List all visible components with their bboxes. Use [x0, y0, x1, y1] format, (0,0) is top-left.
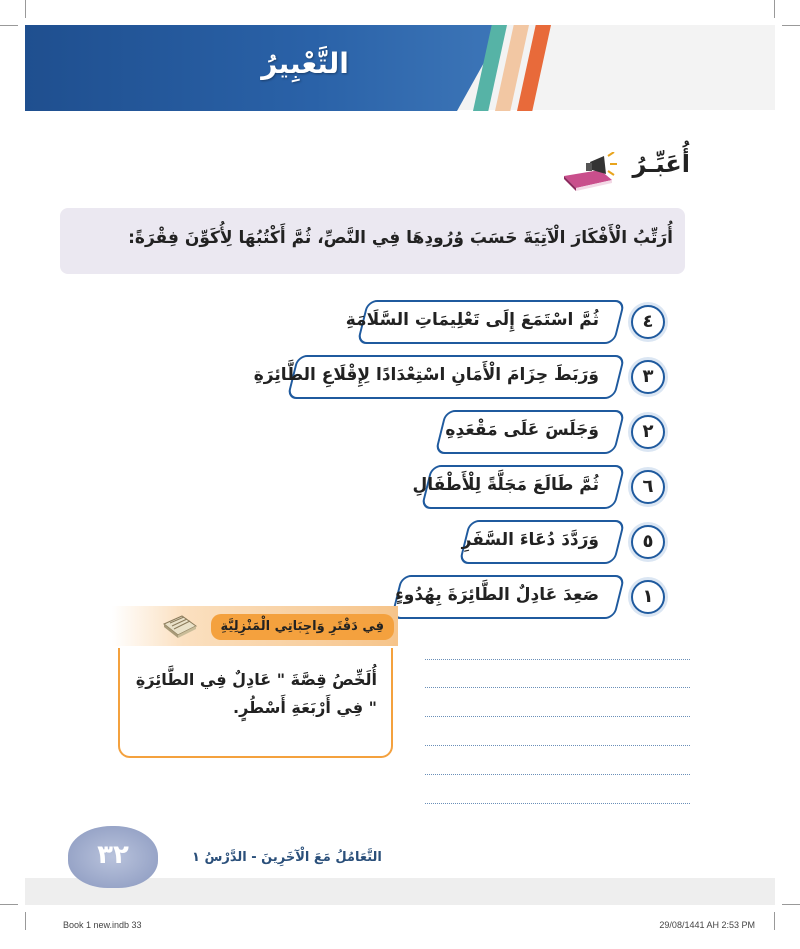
sentence-text: صَعِدَ عَادِلٌ الطَّائِرَةَ بِهُدُوءٍ: [395, 585, 599, 605]
crop-mark: [782, 904, 800, 905]
sentence-text: وَرَبَطَ حِزَامَ الْأَمَانِ اسْتِعْدَادًا لِإِقْلَاعِ الطَّائِرَةِ: [253, 365, 599, 385]
writing-line[interactable]: [425, 803, 690, 804]
sentence-row: [345, 300, 665, 344]
print-slug-file: Book 1 new.indb 33: [63, 920, 142, 930]
sentence-row: [430, 410, 665, 454]
crop-mark: [25, 0, 26, 18]
sentence-number: ٢: [631, 415, 665, 449]
homework-label: فِي دَفْتَرِ وَاجِبَاتِي الْمَنْزِلِيَّةِ: [211, 614, 394, 640]
crop-mark: [782, 25, 800, 26]
sentence-text: ثُمَّ اسْتَمَعَ إِلَى تَعْلِيمَاتِ السَّلَامَةِ: [345, 310, 599, 330]
sentence-number: ١: [631, 580, 665, 614]
crop-mark: [774, 0, 775, 18]
page-number: ٣٢: [68, 826, 158, 888]
instruction-text: أُرَتِّبُ الْأَفْكَارَ الْآتِيَةَ حَسَبَ وُرُودِهَا فِي النَّصِّ، ثُمَّ أَكْتُبُهَا لِأُكَوِّنَ فِقْرَةً:: [128, 228, 673, 248]
header-banner: [25, 25, 775, 111]
instruction-box: [60, 208, 685, 274]
page-title: التَّعْبِيرُ: [261, 47, 349, 80]
sentence-text: وَرَدَّدَ دُعَاءَ السَّفَرِ: [461, 530, 599, 550]
writing-line[interactable]: [425, 716, 690, 717]
homework-text: أُلَخِّصُ قِصَّةَ " عَادِلٌ فِي الطَّائِرَةِ " فِي أَرْبَعَةِ أَسْطُرٍ.: [135, 670, 377, 717]
writing-line[interactable]: [425, 659, 690, 660]
sentence-text: ثُمَّ طَالَعَ مَجَلَّةً لِلْأَطْفَالِ: [412, 475, 599, 495]
sentence-row: [386, 575, 665, 619]
sentence-row: [253, 355, 665, 399]
sentence-number: ٥: [631, 525, 665, 559]
book-megaphone-icon: [560, 152, 620, 192]
sentence-row: [454, 520, 665, 564]
sentence-number: ٣: [631, 360, 665, 394]
sentence-number: ٦: [631, 470, 665, 504]
writing-line[interactable]: [425, 745, 690, 746]
homework-box: [118, 648, 393, 758]
notebook-icon: [160, 610, 200, 640]
writing-line[interactable]: [425, 687, 690, 688]
sentence-number: ٤: [631, 305, 665, 339]
writing-line[interactable]: [425, 774, 690, 775]
sentence-row: [412, 465, 665, 509]
crop-mark: [774, 912, 775, 930]
section-heading: أُعَبِّـرُ: [632, 150, 690, 178]
crop-mark: [0, 904, 18, 905]
homework-tab: [112, 606, 398, 646]
lesson-title: التَّعَامُلُ مَعَ الْآخَرِينَ - الدَّرْسُ ١: [192, 850, 382, 865]
crop-mark: [0, 25, 18, 26]
crop-mark: [25, 912, 26, 930]
sentence-text: وَجَلَسَ عَلَى مَقْعَدِهِ: [445, 420, 599, 440]
print-slug-date: 29/08/1441 AH 2:53 PM: [659, 920, 755, 930]
